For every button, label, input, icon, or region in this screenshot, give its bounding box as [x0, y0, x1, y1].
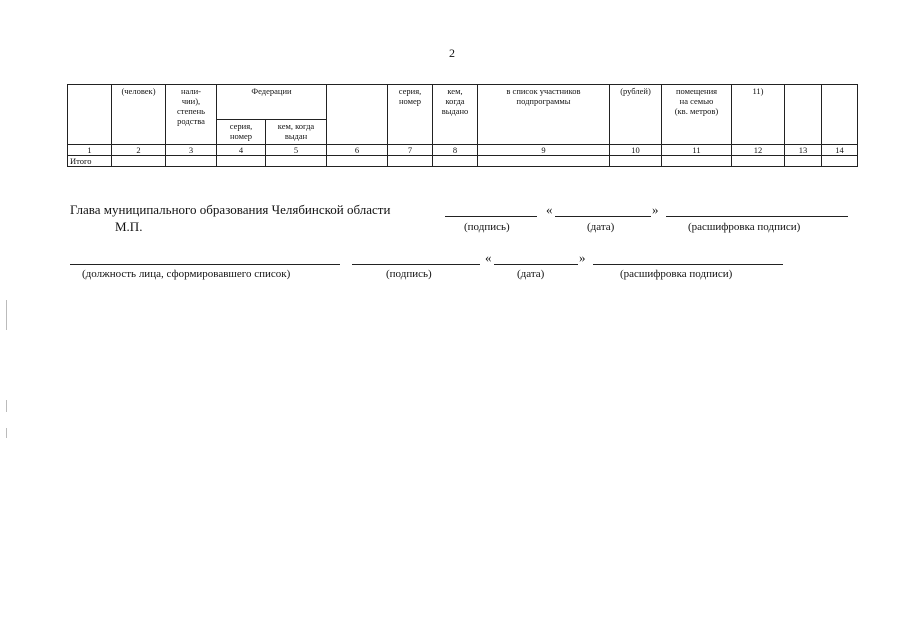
quote-close: » — [579, 250, 586, 265]
column-number: 14 — [822, 145, 858, 156]
signature-line — [445, 216, 537, 217]
caption-decoding: (расшифровка подписи) — [688, 221, 801, 233]
total-cell — [388, 156, 433, 167]
page-number: 2 — [449, 46, 455, 60]
quote-open: « — [546, 202, 553, 217]
column-number: 9 — [478, 145, 610, 156]
mp-label: М.П. — [115, 219, 143, 234]
quote-open: « — [485, 250, 492, 265]
decoding-line — [666, 216, 848, 217]
header-cell-2: (человек) — [112, 85, 166, 145]
header-cell-9: в список участников подпрограммы — [478, 85, 610, 145]
header-subcell-series: серия, номер — [217, 120, 266, 145]
header-cell-11: помещения на семью (кв. метров) — [662, 85, 732, 145]
caption-decoding: (расшифровка подписи) — [620, 268, 733, 280]
caption-date: (дата) — [517, 268, 545, 280]
total-cell — [166, 156, 217, 167]
column-number: 4 — [217, 145, 266, 156]
column-number: 1 — [68, 145, 112, 156]
header-subcell-issued-by: кем, когда выдан — [266, 120, 327, 145]
signature-line — [352, 264, 480, 265]
caption-signature: (подпись) — [386, 268, 432, 280]
header-cell-3: нали- чии), степень родства — [166, 85, 217, 145]
decoding-line — [593, 264, 783, 265]
caption-date: (дата) — [587, 221, 615, 233]
header-cell-14 — [822, 85, 858, 145]
header-cell-12: 11) — [732, 85, 785, 145]
column-number: 3 — [166, 145, 217, 156]
total-label: Итого — [68, 156, 112, 167]
participants-table — [67, 84, 858, 167]
caption-position: (должность лица, сформировавшего список) — [82, 268, 291, 280]
column-number: 10 — [610, 145, 662, 156]
column-number: 12 — [732, 145, 785, 156]
header-cell-8: кем, когда выдано — [433, 85, 478, 145]
total-cell — [266, 156, 327, 167]
total-cell — [610, 156, 662, 167]
margin-mark — [6, 400, 7, 412]
position-line — [70, 264, 340, 265]
total-cell — [217, 156, 266, 167]
margin-mark — [6, 300, 7, 330]
total-cell — [112, 156, 166, 167]
column-number: 2 — [112, 145, 166, 156]
total-cell — [785, 156, 822, 167]
total-cell — [478, 156, 610, 167]
header-cell-1 — [68, 85, 112, 145]
caption-signature: (подпись) — [464, 221, 510, 233]
quote-close: » — [652, 202, 659, 217]
column-number: 13 — [785, 145, 822, 156]
header-cell-federation: Федерации — [217, 85, 327, 120]
head-title: Глава муниципального образования Челябинской области — [70, 202, 391, 217]
column-number: 8 — [433, 145, 478, 156]
total-cell — [433, 156, 478, 167]
total-cell — [662, 156, 732, 167]
column-number: 5 — [266, 145, 327, 156]
total-row — [68, 156, 858, 167]
date-line — [494, 264, 578, 265]
column-number-row — [68, 145, 858, 156]
header-cell-6 — [327, 85, 388, 145]
margin-mark — [6, 428, 7, 438]
header-cell-13 — [785, 85, 822, 145]
total-cell — [732, 156, 785, 167]
total-cell — [822, 156, 858, 167]
date-line — [555, 216, 651, 217]
column-number: 6 — [327, 145, 388, 156]
column-number: 7 — [388, 145, 433, 156]
header-cell-7: серия, номер — [388, 85, 433, 145]
header-cell-10: (рублей) — [610, 85, 662, 145]
column-number: 11 — [662, 145, 732, 156]
total-cell — [327, 156, 388, 167]
